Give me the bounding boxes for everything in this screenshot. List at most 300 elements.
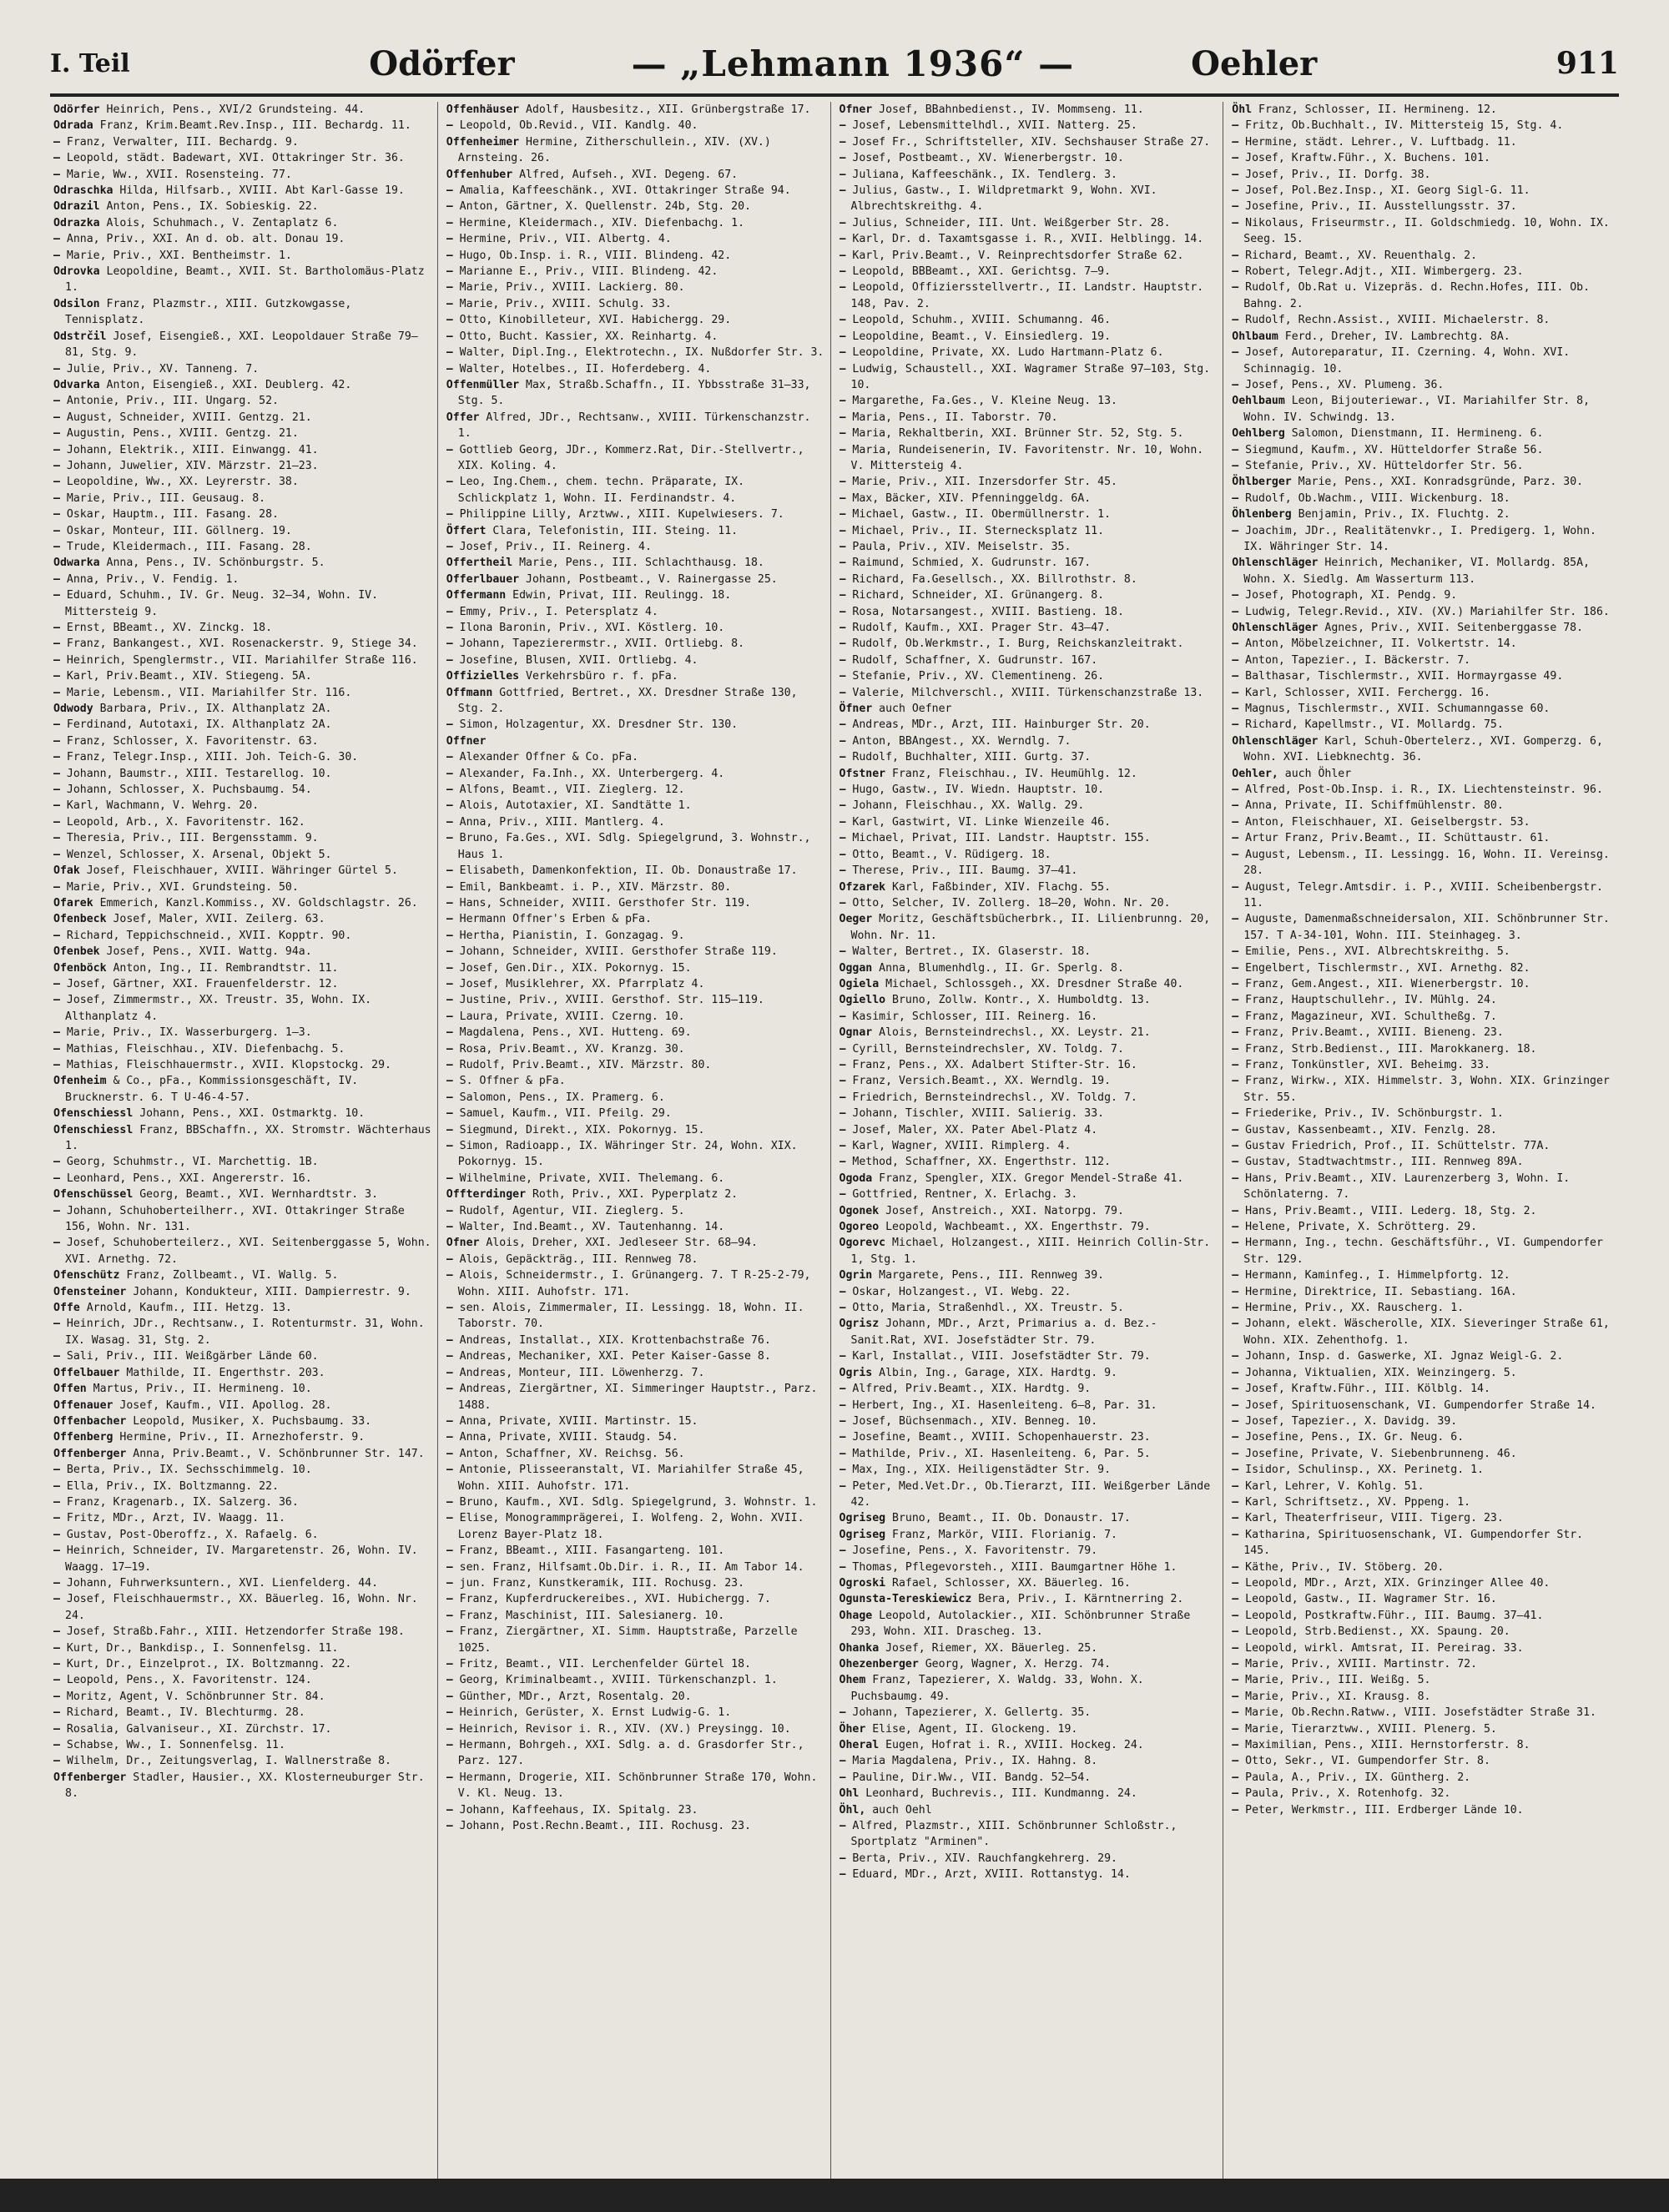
entry-details: Magdalena, Pens., XVI. Hutteng. 69. — [459, 1026, 692, 1040]
directory-entry — [1232, 199, 1611, 214]
entry-surname: — — [839, 540, 846, 553]
directory-entry — [53, 134, 432, 150]
directory-entry — [1232, 458, 1611, 474]
entry-details: Karl, Lehrer, V. Kohlg. 51. — [1245, 1479, 1424, 1493]
directory-entry — [446, 1721, 825, 1737]
entry-details: Franz, Pens., XX. Adalbert Stifter-Str. 16. — [852, 1058, 1137, 1071]
entry-details: Leopold, Gastw., II. Wagramer Str. 16. — [1245, 1593, 1497, 1606]
directory-entry — [1232, 1672, 1611, 1688]
directory-entry — [840, 1138, 1218, 1154]
entry-surname: — — [446, 1544, 453, 1558]
directory-entry — [840, 944, 1218, 960]
entry-surname: — — [839, 216, 846, 229]
entry-details: Stadler, Hausier., XX. Klosterneuburger Str. 8. — [65, 1771, 425, 1801]
directory-entry — [840, 911, 1218, 944]
entry-surname: — — [839, 1431, 846, 1444]
entry-details: Marie, Priv., XVI. Grundsteing. 50. — [66, 880, 299, 894]
entry-surname: — — [1232, 670, 1239, 683]
entry-surname: — — [1232, 1495, 1239, 1509]
directory-entry — [446, 1510, 825, 1543]
entry-details: Elise, Monogrammprägerei, I. Wolfeng. 2, Wohn. XVII. Lorenz Bayer-Platz 18. — [457, 1512, 804, 1541]
directory-entry — [53, 1171, 432, 1187]
entry-details: Leopold, MDr., Arzt, XIX. Grinzinger Allee 40. — [1245, 1576, 1551, 1590]
directory-entry — [53, 1705, 432, 1721]
directory-entry — [53, 814, 432, 830]
directory-entry — [840, 491, 1218, 506]
entry-details: Anna, Priv., V. Fendig. 1. — [66, 572, 240, 586]
entry-surname: — — [53, 168, 60, 181]
directory-entry — [840, 393, 1218, 409]
directory-entry — [1232, 1624, 1611, 1640]
entry-details: Verkehrsbüro r. f. pFa. — [526, 670, 678, 683]
entry-surname: — — [1232, 977, 1239, 990]
entry-details: Leopold, Schuhm., XVIII. Schumanng. 46. — [852, 314, 1112, 327]
entry-details: sen. Alois, Zimmermaler, II. Lessingg. 18, Wohn. II. Taborstr. 70. — [457, 1302, 804, 1331]
entry-surname: — — [446, 1512, 453, 1525]
entry-surname: — — [1232, 799, 1239, 813]
directory-entry — [840, 1867, 1218, 1882]
directory-entry — [446, 960, 825, 976]
entry-details: Engelbert, Tischlermstr., XVI. Arnethg. 82. — [1245, 961, 1530, 975]
entry-surname: — — [839, 784, 846, 797]
directory-entry — [446, 167, 825, 183]
entry-surname: — — [1232, 1285, 1239, 1298]
entry-details: Alois, Autotaxier, XI. Sandtätte 1. — [459, 799, 692, 813]
directory-entry — [446, 1446, 825, 1462]
entry-details: Hermann, Drogerie, XII. Schönbrunner Straße 170, Wohn. V. Kl. Neug. 13. — [457, 1771, 818, 1801]
directory-entry — [53, 1203, 432, 1236]
entry-details: Marie, Priv., XI. Krausg. 8. — [1245, 1690, 1431, 1703]
entry-details: Joachim, JDr., Realitätenvkr., I. Predigerg. 1, Wohn. IX. Währinger Str. 14. — [1243, 524, 1596, 553]
directory-entry — [446, 685, 825, 718]
entry-surname: — — [1232, 832, 1239, 845]
directory-entry — [1232, 1025, 1611, 1040]
entry-surname: — — [446, 880, 453, 894]
entry-details: Leopold, Pens., X. Favoritenstr. 124. — [66, 1674, 312, 1687]
directory-entry — [1232, 1381, 1611, 1397]
entry-surname: — — [1232, 1690, 1239, 1703]
directory-entry — [53, 1446, 432, 1462]
directory-entry — [840, 248, 1218, 264]
entry-surname: — — [1232, 913, 1239, 926]
entry-surname: — — [53, 1172, 60, 1185]
directory-entry — [840, 1770, 1218, 1786]
entry-surname: — — [1232, 1058, 1239, 1071]
entry-surname: — — [53, 815, 60, 829]
entry-details: Anton, Eisengieß., XXI. Deublerg. 42. — [106, 378, 352, 391]
entry-surname: — — [1232, 1803, 1239, 1816]
entry-details: Alfred, Post-Ob.Insp. i. R., IX. Liechtensteinstr. 96. — [1245, 784, 1603, 797]
entry-details: Michael, Priv., II. Sternecksplatz 11. — [852, 524, 1105, 537]
column-1 — [53, 102, 438, 2179]
entry-surname: — — [839, 135, 846, 149]
entry-details: Berta, Priv., XIV. Rauchfangkehrerg. 29. — [852, 1852, 1117, 1865]
directory-entry — [1232, 911, 1611, 944]
entry-surname: — — [446, 1058, 453, 1071]
entry-details: Marie, Priv., III. Weißg. 5. — [1245, 1674, 1431, 1687]
entry-details: Clara, Telefonistin, III. Steing. 11. — [492, 524, 739, 537]
directory-entry — [53, 1122, 432, 1155]
directory-entry — [840, 1203, 1218, 1219]
entry-surname: — — [1232, 1771, 1239, 1784]
entry-surname: — — [53, 977, 60, 990]
range-start: Odörfer — [369, 43, 515, 83]
directory-entry — [53, 668, 432, 684]
directory-entry — [53, 1429, 432, 1445]
entry-details: Magnus, Tischlermstr., XVII. Schumanngasse 60. — [1245, 703, 1551, 716]
entry-details: Rudolf, Priv.Beamt., XIV. Märzstr. 80. — [459, 1058, 712, 1071]
entry-surname: — — [839, 1706, 846, 1720]
entry-details: Agnes, Priv., XVII. Seitenberggasse 78. — [1324, 622, 1584, 634]
entry-details: Leo, Ing.Chem., chem. techn. Präparate, IX. Schlickplatz 1, Wohn. II. Ferdinandstr. 4. — [457, 476, 745, 505]
directory-entry — [840, 1219, 1218, 1235]
entry-surname: — — [1232, 1755, 1239, 1768]
entry-details: Maria Magdalena, Priv., IX. Hahng. 8. — [852, 1755, 1098, 1768]
directory-entry — [446, 1559, 825, 1575]
directory-entry — [53, 1543, 432, 1575]
entry-details: Walter, Bertret., IX. Glaserstr. 18. — [852, 945, 1092, 959]
directory-entry — [446, 1543, 825, 1559]
directory-entry — [840, 1398, 1218, 1413]
directory-entry — [446, 1818, 825, 1834]
directory-entry — [1232, 1429, 1611, 1445]
entry-surname: Ohl — [839, 1787, 860, 1801]
directory-entry — [53, 653, 432, 668]
entry-details: Emmerich, Kanzl.Kommiss., XV. Goldschlagstr. 26. — [99, 896, 418, 909]
directory-entry — [446, 134, 825, 167]
entry-surname: — — [1232, 1366, 1239, 1379]
entry-details: Josef, Kraftw.Führ., X. Buchens. 101. — [1245, 152, 1490, 165]
directory-entry — [840, 539, 1218, 555]
directory-entry — [446, 572, 825, 587]
directory-entry — [446, 1575, 825, 1591]
entry-surname: — — [839, 152, 846, 165]
entry-details: Johann, MDr., Arzt, Primarius a. d. Bez.-Sanit.Rat, XVI. Josefstädter Str. 79. — [850, 1318, 1157, 1347]
entry-surname: Odraschka — [53, 184, 113, 198]
entry-details: Ella, Priv., IX. Boltzmanng. 22. — [66, 1479, 279, 1493]
directory-entry — [446, 1689, 825, 1705]
entry-surname: — — [839, 734, 846, 748]
entry-surname: — — [1232, 1447, 1239, 1460]
directory-entry — [446, 1591, 825, 1607]
entry-surname: — — [53, 135, 60, 149]
directory-entry — [840, 636, 1218, 652]
directory-entry — [53, 1624, 432, 1640]
entry-details: Rudolf, Agentur, VII. Zieglerg. 5. — [459, 1204, 685, 1217]
entry-surname: — — [53, 1350, 60, 1363]
entry-surname: — — [53, 1495, 60, 1509]
entry-surname: Odrovka — [53, 265, 100, 279]
entry-surname: — — [839, 1156, 846, 1169]
entry-surname: — — [446, 1204, 453, 1217]
entry-details: Marie, Ww., XVII. Rosensteing. 77. — [66, 168, 292, 181]
directory-entry — [1232, 312, 1611, 328]
entry-surname: — — [839, 815, 846, 829]
entry-surname: — — [839, 1302, 846, 1315]
entry-surname: — — [446, 297, 453, 310]
entry-details: Josef, Pens., XV. Plumeng. 36. — [1245, 378, 1445, 391]
entry-surname: — — [446, 362, 453, 375]
entry-surname: — — [839, 1447, 846, 1460]
directory-entry — [1232, 1284, 1611, 1300]
entry-details: Johann, Post.Rechn.Beamt., III. Rochusg. 23. — [459, 1820, 751, 1833]
entry-details: Josef Fr., Schriftsteller, XIV. Sechshauser Straße 27. — [852, 135, 1211, 149]
directory-entry — [1232, 1575, 1611, 1591]
entry-surname: — — [446, 1221, 453, 1234]
entry-details: Georg, Kriminalbeamt., XVIII. Türkenschanzpl. 1. — [459, 1674, 778, 1687]
directory-entry — [1232, 685, 1611, 701]
directory-entry — [446, 377, 825, 410]
entry-details: Pauline, Dir.Ww., VII. Bandg. 52—54. — [852, 1771, 1092, 1784]
entry-surname: Ogroski — [839, 1576, 886, 1590]
directory-entry — [446, 798, 825, 814]
entry-details: Franz, Tonkünstler, XVI. Beheimg. 33. — [1245, 1058, 1490, 1071]
directory-entry — [446, 1413, 825, 1429]
entry-details: Gustav, Kassenbeamt., XIV. Fenzlg. 28. — [1245, 1123, 1497, 1136]
directory-entry — [1232, 102, 1611, 118]
directory-entry — [840, 442, 1218, 475]
directory-entry — [53, 150, 432, 166]
entry-details: Augustin, Pens., XVIII. Gentzg. 21. — [66, 427, 299, 441]
directory-entry — [53, 361, 432, 377]
entry-surname: Ogriseg — [839, 1512, 886, 1525]
entry-details: Josef, Fleischhauer, XVIII. Währinger Gürtel 5. — [86, 864, 398, 878]
directory-entry — [1232, 717, 1611, 733]
entry-surname: — — [446, 1447, 453, 1460]
directory-entry — [1232, 555, 1611, 587]
entry-surname: — — [1232, 815, 1239, 829]
entry-details: Michael, Privat, III. Landstr. Hauptstr. 155. — [852, 832, 1151, 845]
entry-details: Eduard, Schuhm., IV. Gr. Neug. 32—34, Wohn. IV. Mittersteig 9. — [65, 589, 379, 618]
entry-surname: — — [839, 1771, 846, 1784]
entry-details: Josef, Pens., XVII. Wattg. 94a. — [106, 945, 312, 959]
entry-details: Josef, Fleischhauermstr., XX. Bäuerleg. 16, Wohn. Nr. 24. — [65, 1593, 418, 1622]
entry-details: Otto, Bucht. Kassier, XX. Reinhartg. 4. — [459, 330, 719, 343]
entry-details: Josefine, Priv., II. Ausstellungsstr. 37. — [1245, 200, 1517, 214]
directory-entry — [840, 976, 1218, 992]
entry-surname: — — [839, 896, 846, 909]
entry-details: Auguste, Damenmaßschneidersalon, XII. Schönbrunner Str. 157. T A-34-101, Wohn. III. Steinhageg. 3. — [1243, 913, 1610, 942]
directory-entry — [446, 1171, 825, 1187]
entry-details: Anton, Pens., IX. Sobieskig. 22. — [106, 200, 319, 214]
entry-surname: Öhlenberg — [1232, 508, 1292, 522]
columns-container — [53, 102, 1616, 2179]
entry-surname: — — [446, 896, 453, 909]
directory-entry — [840, 312, 1218, 328]
entry-details: Josefine, Pens., IX. Gr. Neug. 6. — [1245, 1431, 1465, 1444]
entry-surname: — — [1232, 945, 1239, 959]
entry-details: Bruno, Kaufm., XVI. Sdlg. Spiegelgrund, 3. Wohnstr. 1. — [459, 1495, 818, 1509]
entry-surname: — — [1232, 1350, 1239, 1363]
directory-entry — [840, 118, 1218, 134]
entry-details: Theresia, Priv., III. Bergensstamm. 9. — [66, 832, 319, 845]
directory-entry — [1232, 1608, 1611, 1624]
entry-surname: — — [1232, 1674, 1239, 1687]
directory-entry — [840, 1429, 1218, 1445]
entry-surname: Öhl — [1232, 103, 1253, 116]
entry-surname: — — [53, 524, 60, 537]
directory-entry — [446, 231, 825, 247]
directory-entry — [1232, 1365, 1611, 1381]
directory-entry — [840, 215, 1218, 231]
entry-details: Hermine, Zitherschullein., XIV. (XV.) Arnsteing. 26. — [457, 135, 771, 165]
entry-surname: — — [839, 1042, 846, 1056]
entry-surname: — — [446, 1123, 453, 1136]
directory-entry — [840, 814, 1218, 830]
entry-details: Bruno, Zollw. Kontr., X. Humboldtg. 13. — [892, 994, 1151, 1007]
directory-entry — [1232, 1041, 1611, 1057]
directory-entry — [1232, 798, 1611, 814]
entry-details: Anna, Pens., IV. Schönburgstr. 5. — [106, 557, 325, 570]
directory-entry — [840, 604, 1218, 620]
entry-details: Hans, Schneider, XVIII. Gersthofer Str. 119. — [459, 896, 751, 909]
entry-details: Leopold, wirkl. Amtsrat, II. Pereirag. 33. — [1245, 1641, 1524, 1655]
directory-entry — [840, 410, 1218, 426]
directory-entry — [840, 1656, 1218, 1672]
entry-surname: — — [446, 1010, 453, 1023]
directory-entry — [840, 620, 1218, 636]
directory-entry — [1232, 1640, 1611, 1656]
entry-details: Franz, Verwalter, III. Bechardg. 9. — [66, 135, 299, 149]
entry-surname: — — [839, 799, 846, 813]
directory-entry — [53, 1267, 432, 1283]
directory-entry — [1232, 426, 1611, 441]
entry-surname: — — [1232, 249, 1239, 262]
directory-entry — [53, 264, 432, 296]
directory-entry — [446, 296, 825, 312]
directory-entry — [1232, 1656, 1611, 1672]
entry-surname: — — [446, 119, 453, 133]
directory-entry — [1232, 733, 1611, 766]
entry-details: Margarete, Pens., III. Rennweg 39. — [879, 1269, 1105, 1282]
directory-entry — [53, 782, 432, 798]
entry-surname: — — [839, 427, 846, 441]
entry-details: Sali, Priv., III. Weißgärber Lände 60. — [66, 1350, 319, 1363]
entry-details: Johann, Elektrik., XIII. Einwangg. 41. — [66, 443, 319, 456]
entry-details: Otto, Kinobilleteur, XVI. Habichergg. 29. — [459, 314, 732, 327]
entry-details: Leopold, Ob.Revid., VII. Kandlg. 40. — [459, 119, 698, 133]
entry-details: Siegmund, Kaufm., XV. Hütteldorfer Straße 56. — [1245, 443, 1544, 456]
entry-details: Hermine, Priv., VII. Albertg. 4. — [459, 233, 672, 246]
directory-entry — [53, 329, 432, 361]
directory-entry — [53, 895, 432, 911]
directory-entry — [840, 134, 1218, 150]
directory-entry — [840, 992, 1218, 1008]
entry-surname: — — [839, 1414, 846, 1428]
entry-surname: Odrada — [53, 119, 93, 133]
directory-entry — [53, 1300, 432, 1316]
entry-details: Heinrich, Mechaniker, VI. Mollardg. 85A, Wohn. X. Siedlg. Am Wasserturm 113. — [1243, 557, 1591, 586]
entry-surname: — — [1232, 1075, 1239, 1088]
directory-entry — [53, 1041, 432, 1057]
entry-details: Josef, Zimmermstr., XX. Treustr. 35, Wohn. IX. Althanplatz 4. — [65, 994, 372, 1023]
directory-entry — [53, 1381, 432, 1397]
entry-details: Siegmund, Direkt., XIX. Pokornyg. 15. — [459, 1123, 705, 1136]
entry-surname: — — [446, 605, 453, 618]
entry-surname: — — [53, 362, 60, 375]
entry-details: Emmy, Priv., I. Petersplatz 4. — [459, 605, 658, 618]
entry-surname: — — [1232, 1221, 1239, 1234]
entry-details: Karl, Wachmann, V. Wehrg. 20. — [66, 799, 260, 813]
entry-details: Katharina, Spirituosenschank, VI. Gumpendorfer Str. 145. — [1243, 1528, 1584, 1558]
entry-surname: Ogiela — [839, 977, 880, 990]
entry-surname: — — [1232, 168, 1239, 181]
directory-entry — [446, 1057, 825, 1073]
directory-entry — [446, 1381, 825, 1413]
entry-details: Berta, Priv., IX. Sechsschimmelg. 10. — [66, 1464, 312, 1477]
entry-surname: Ogunsta-Tereskiewicz — [839, 1593, 972, 1606]
directory-entry — [53, 717, 432, 733]
entry-details: Leonhard, Buchrevis., III. Kundmanng. 24. — [865, 1787, 1137, 1801]
entry-surname: — — [1232, 589, 1239, 602]
entry-surname: Ogris — [839, 1366, 873, 1379]
entry-details: Mathias, Fleischhau., XIV. Diefenbachg. 5. — [66, 1042, 345, 1056]
entry-details: Leon, Bijouteriewar., VI. Mariahilfer Str. 8, Wohn. IV. Schwindg. 13. — [1243, 395, 1591, 424]
entry-surname: — — [839, 395, 846, 408]
entry-surname: — — [1232, 1107, 1239, 1121]
directory-entry — [1232, 701, 1611, 717]
entry-details: auch Oehl — [872, 1803, 932, 1816]
entry-surname: — — [446, 508, 453, 522]
entry-surname: — — [446, 1625, 453, 1639]
directory-entry — [1232, 1138, 1611, 1154]
entry-details: Heinrich, Schneider, IV. Margaretenstr. 26, Wohn. IV. Waagg. 17—19. — [65, 1544, 418, 1574]
entry-surname: — — [1232, 1302, 1239, 1315]
entry-details: Richard, Beamt., IV. Blechturmg. 28. — [66, 1706, 305, 1720]
entry-details: Anton, Tapezier., I. Bäckerstr. 7. — [1245, 653, 1471, 667]
entry-surname: Odvarka — [53, 378, 100, 391]
directory-entry — [1232, 523, 1611, 556]
entry-surname: — — [446, 1252, 453, 1266]
entry-details: Anton, Schaffner, XV. Reichsg. 56. — [459, 1447, 685, 1460]
directory-entry — [53, 474, 432, 490]
entry-details: Rudolf, Ob.Rat u. Vizepräs. d. Rechn.Hofes, III. Ob. Bahng. 2. — [1243, 281, 1591, 310]
entry-details: Roth, Priv., XXI. Pyperplatz 2. — [532, 1188, 739, 1202]
entry-surname: — — [1232, 1431, 1239, 1444]
entry-details: Johann, Pens., XXI. Ostmarktg. 10. — [139, 1107, 366, 1121]
entry-details: Marie, Priv., XVIII. Schulg. 33. — [459, 297, 672, 310]
directory-entry — [840, 1171, 1218, 1187]
directory-entry — [53, 1640, 432, 1656]
entry-surname: — — [1232, 152, 1239, 165]
entry-surname: — — [53, 622, 60, 634]
entry-surname: — — [1232, 1010, 1239, 1023]
entry-surname: — — [53, 751, 60, 764]
entry-details: Josefine, Blusen, XVII. Ortliebg. 4. — [459, 653, 698, 667]
directory-entry — [1232, 1348, 1611, 1364]
entry-surname: — — [1232, 1739, 1239, 1752]
entry-surname: — — [53, 249, 60, 262]
entry-surname: — — [53, 395, 60, 408]
entry-details: Gottfried, Rentner, X. Erlachg. 3. — [852, 1188, 1078, 1202]
entry-surname: — — [446, 1771, 453, 1784]
entry-details: Paula, A., Priv., IX. Güntherg. 2. — [1245, 1771, 1471, 1784]
entry-surname: — — [53, 1739, 60, 1752]
entry-surname: — — [1232, 1609, 1239, 1622]
entry-surname: — — [446, 1172, 453, 1185]
entry-details: Georg, Beamt., XVI. Wernhardtstr. 3. — [139, 1188, 379, 1202]
directory-entry — [446, 1656, 825, 1672]
entry-details: Franz, Krim.Beamt.Rev.Insp., III. Bechardg. 11. — [99, 119, 411, 133]
entry-surname: — — [1232, 880, 1239, 894]
directory-entry — [53, 798, 432, 814]
directory-entry — [1232, 442, 1611, 458]
directory-entry — [840, 1608, 1218, 1640]
entry-details: Josef, Schuhoberteilerz., XVI. Seitenberggasse 5, Wohn. XVI. Arnethg. 72. — [65, 1237, 431, 1266]
directory-entry — [53, 539, 432, 555]
entry-surname: — — [839, 622, 846, 634]
entry-details: Hermine, Direktrice, II. Sebastiang. 16A. — [1245, 1285, 1517, 1298]
